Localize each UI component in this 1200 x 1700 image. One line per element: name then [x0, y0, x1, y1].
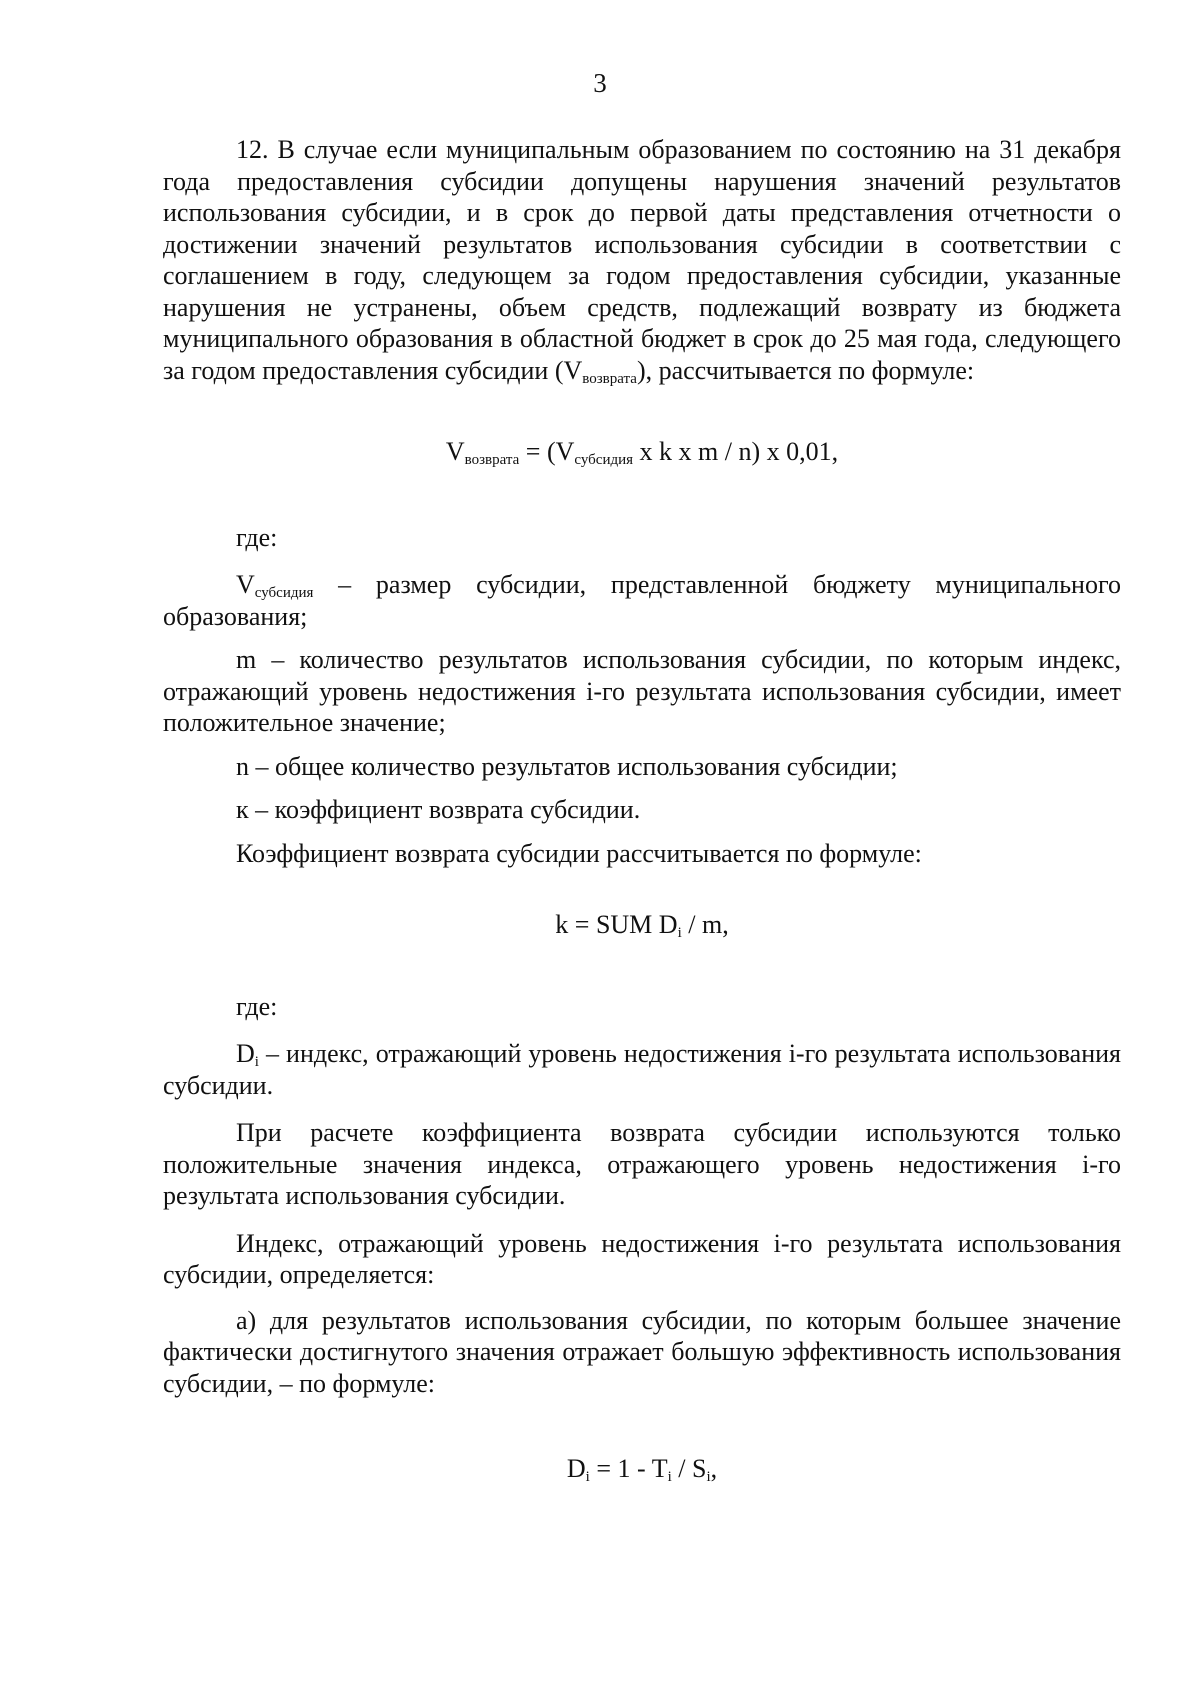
formula-coefficient	[163, 909, 1121, 941]
coefficient-intro: Коэффициент возврата субсидии рассчитывается по формуле:	[236, 838, 922, 868]
definition-v-subsidy	[163, 569, 1121, 632]
formula-sub-return: возврата	[464, 452, 520, 468]
formula-index	[163, 1453, 1121, 1485]
paragraph-12-tail: ), рассчитывается по формуле:	[636, 355, 975, 385]
positive-values-note: При расчете коэффициента возврата субсидии используются только положительные значения индекса, отражающего уровень недостижения i-го результата использования субсидии.	[163, 1118, 1121, 1210]
formula-sub-subsidy: субсидия	[574, 452, 634, 468]
formula3-tail: ,	[710, 1454, 718, 1483]
formula-rest: x k x m / n) x 0,01,	[633, 437, 839, 466]
definition-m: m – количество результатов использования субсидии, по которым индекс, отражающий уровень недостижения i-го результата использования субсидии, имеет положительное значение;	[163, 645, 1121, 737]
paragraph-12-subscript: возврата	[582, 370, 637, 387]
document-body	[163, 134, 1121, 1485]
where-label-1: где:	[236, 522, 278, 552]
formula2-tail: / m,	[681, 910, 729, 939]
index-intro: Индекс, отражающий уровень недостижения i-го результата использования субсидии, определяется:	[163, 1228, 1121, 1289]
formula3-sub3: i	[706, 1469, 711, 1485]
definition-d	[163, 1038, 1121, 1101]
formula2-sub: i	[677, 925, 682, 941]
formula3-mid2: / S	[671, 1454, 707, 1483]
def-d-text: – индекс, отражающий уровень недостижения i-го результата использования субсидии.	[163, 1039, 1121, 1100]
formula3-mid: = 1 - T	[589, 1454, 668, 1483]
formula-return-volume	[163, 436, 1121, 468]
where-label-2: где:	[236, 991, 278, 1021]
formula-mid: = (V	[519, 437, 575, 466]
formula3-d: D	[566, 1454, 586, 1483]
formula2-lead: k = SUM D	[555, 910, 678, 939]
formula-var-v: V	[445, 437, 465, 466]
paragraph-12	[163, 134, 1121, 386]
definition-k: к – коэффициент возврата субсидии.	[236, 795, 641, 824]
def-sub-subsidy: субсидия	[254, 585, 314, 601]
item-a: а) для результатов использования субсидии, по которым большее значение фактически достигнутого значения отражает большую эффективность использования субсидии, – по формуле:	[163, 1305, 1121, 1398]
def-v-text: – размер субсидии, представленной бюджету муниципального образования;	[163, 570, 1121, 631]
definition-n: n – общее количество результатов использования субсидии;	[236, 751, 898, 781]
def-var-v: V	[236, 570, 255, 599]
def-var-d: D	[236, 1039, 255, 1068]
formula3-sub2: i	[667, 1469, 672, 1485]
page-number: 3	[593, 68, 607, 98]
paragraph-12-text: 12. В случае если муниципальным образованием по состоянию на 31 декабря года предоставления субсидии допущены нарушения значений результатов использования субсидии, и в срок до первой даты представления отчетности о достижении значений результатов использования субсидии в соответствии с соглашением в году, следующем за годом предоставления субсидии, указанные нарушения не устранены, объем средств, подлежащий возврату из бюджета муниципального образования в областной бюджет в срок до 25 мая года, следующего за годом предоставления субсидии (V	[163, 135, 1121, 385]
def-sub-i: i	[254, 1054, 259, 1070]
formula3-sub1: i	[585, 1469, 590, 1485]
